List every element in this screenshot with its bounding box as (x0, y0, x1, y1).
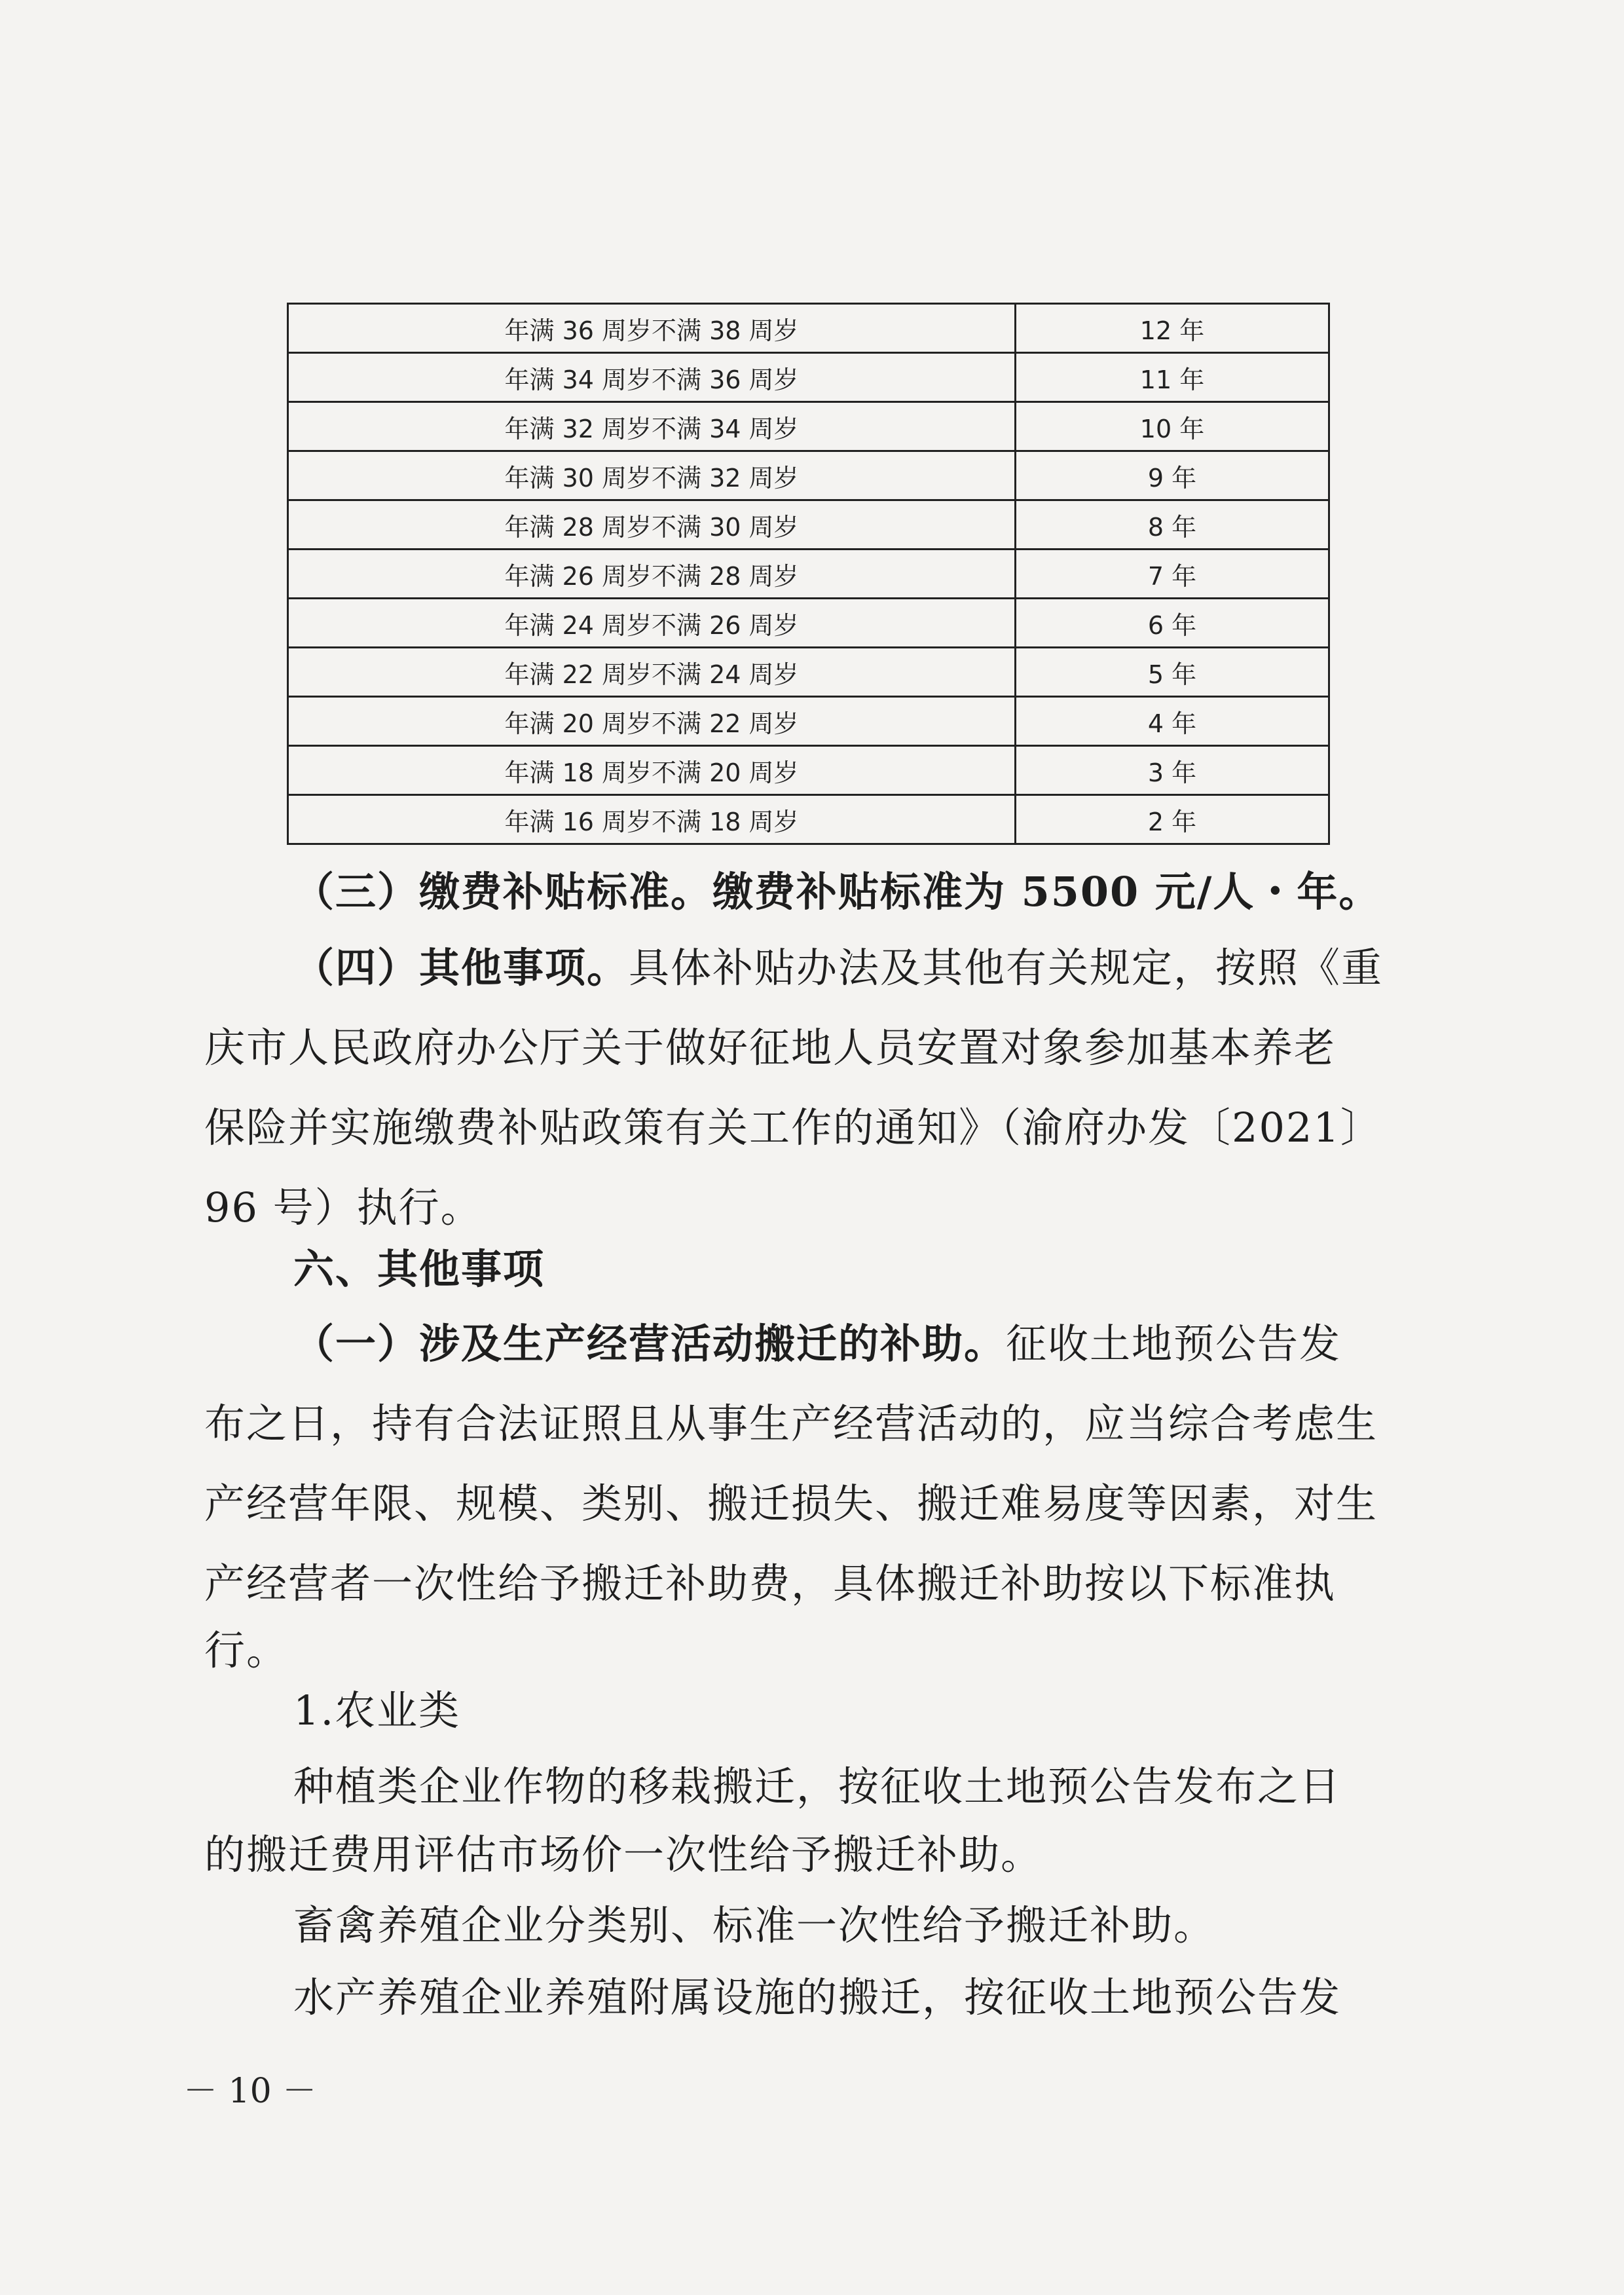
paragraph-line: 庆市人民政府办公厅关于做好征地人员安置对象参加基本养老 (204, 1024, 1337, 1072)
chapter-heading: 六、其他事项 (293, 1245, 545, 1293)
years-cell: 9 年 (1016, 451, 1329, 500)
table-row (288, 648, 1329, 697)
years-cell: 4 年 (1016, 697, 1329, 746)
age-range-cell: 年满 34 周岁不满 36 周岁 (288, 353, 1016, 402)
section-heading: （一）涉及生产经营活动搬迁的补助。 (293, 1320, 1006, 1368)
age-range-cell: 年满 18 周岁不满 20 周岁 (288, 746, 1016, 795)
years-cell: 8 年 (1016, 500, 1329, 550)
years-cell: 12 年 (1016, 304, 1329, 353)
age-years-table (287, 303, 1330, 845)
age-range-cell: 年满 20 周岁不满 22 周岁 (288, 697, 1016, 746)
section-heading: （四）其他事项。 (293, 944, 629, 992)
table-row (288, 402, 1329, 451)
subsection-heading: 1.农业类 (293, 1687, 461, 1734)
table-row (288, 795, 1329, 844)
years-cell: 5 年 (1016, 648, 1329, 697)
age-range-cell: 年满 36 周岁不满 38 周岁 (288, 304, 1016, 353)
table-row (288, 451, 1329, 500)
paragraph-line: 行。 (204, 1626, 289, 1674)
table-row (288, 746, 1329, 795)
paragraph-line: 种植类企业作物的移栽搬迁，按征收土地预公告发布之日 (293, 1763, 1342, 1810)
table-body (288, 304, 1329, 844)
paragraph-line: 的搬迁费用评估市场价一次性给予搬迁补助。 (204, 1831, 1043, 1878)
years-cell: 10 年 (1016, 402, 1329, 451)
table-row (288, 304, 1329, 353)
paragraph-text: 缴费补贴标准为 5500 元/人・年。 (712, 868, 1381, 916)
years-cell: 7 年 (1016, 550, 1329, 599)
years-cell: 2 年 (1016, 795, 1329, 844)
table-row (288, 500, 1329, 550)
age-range-cell: 年满 30 周岁不满 32 周岁 (288, 451, 1016, 500)
paragraph-text: 具体补贴办法及其他有关规定，按照《重 (629, 944, 1384, 992)
paragraph-line (293, 868, 1381, 916)
paragraph-line: 产经营年限、规模、类别、搬迁损失、搬迁难易度等因素，对生 (204, 1480, 1378, 1527)
paragraph-line (293, 1320, 1342, 1368)
table-row (288, 599, 1329, 648)
paragraph-line (293, 944, 1384, 992)
age-range-cell: 年满 24 周岁不满 26 周岁 (288, 599, 1016, 648)
table-row (288, 550, 1329, 599)
years-cell: 6 年 (1016, 599, 1329, 648)
page-number: － 10 － (183, 2072, 317, 2111)
age-range-cell: 年满 28 周岁不满 30 周岁 (288, 500, 1016, 550)
table-row (288, 353, 1329, 402)
paragraph-line: 畜禽养殖企业分类别、标准一次性给予搬迁补助。 (293, 1901, 1216, 1949)
years-cell: 3 年 (1016, 746, 1329, 795)
paragraph-line: 水产养殖企业养殖附属设施的搬迁，按征收土地预公告发 (293, 1973, 1342, 2021)
table-row (288, 697, 1329, 746)
paragraph-line: 保险并实施缴费补贴政策有关工作的通知》（渝府办发〔2021〕 (204, 1104, 1382, 1151)
paragraph-line: 产经营者一次性给予搬迁补助费，具体搬迁补助按以下标准执 (204, 1559, 1337, 1607)
age-range-cell: 年满 16 周岁不满 18 周岁 (288, 795, 1016, 844)
age-range-cell: 年满 22 周岁不满 24 周岁 (288, 648, 1016, 697)
age-range-cell: 年满 32 周岁不满 34 周岁 (288, 402, 1016, 451)
paragraph-text: 征收土地预公告发 (1006, 1320, 1342, 1368)
age-range-cell: 年满 26 周岁不满 28 周岁 (288, 550, 1016, 599)
paragraph-line: 96 号）执行。 (204, 1184, 483, 1231)
paragraph-line: 布之日，持有合法证照且从事生产经营活动的，应当综合考虑生 (204, 1400, 1378, 1447)
years-cell: 11 年 (1016, 353, 1329, 402)
section-heading: （三）缴费补贴标准。 (293, 868, 713, 916)
